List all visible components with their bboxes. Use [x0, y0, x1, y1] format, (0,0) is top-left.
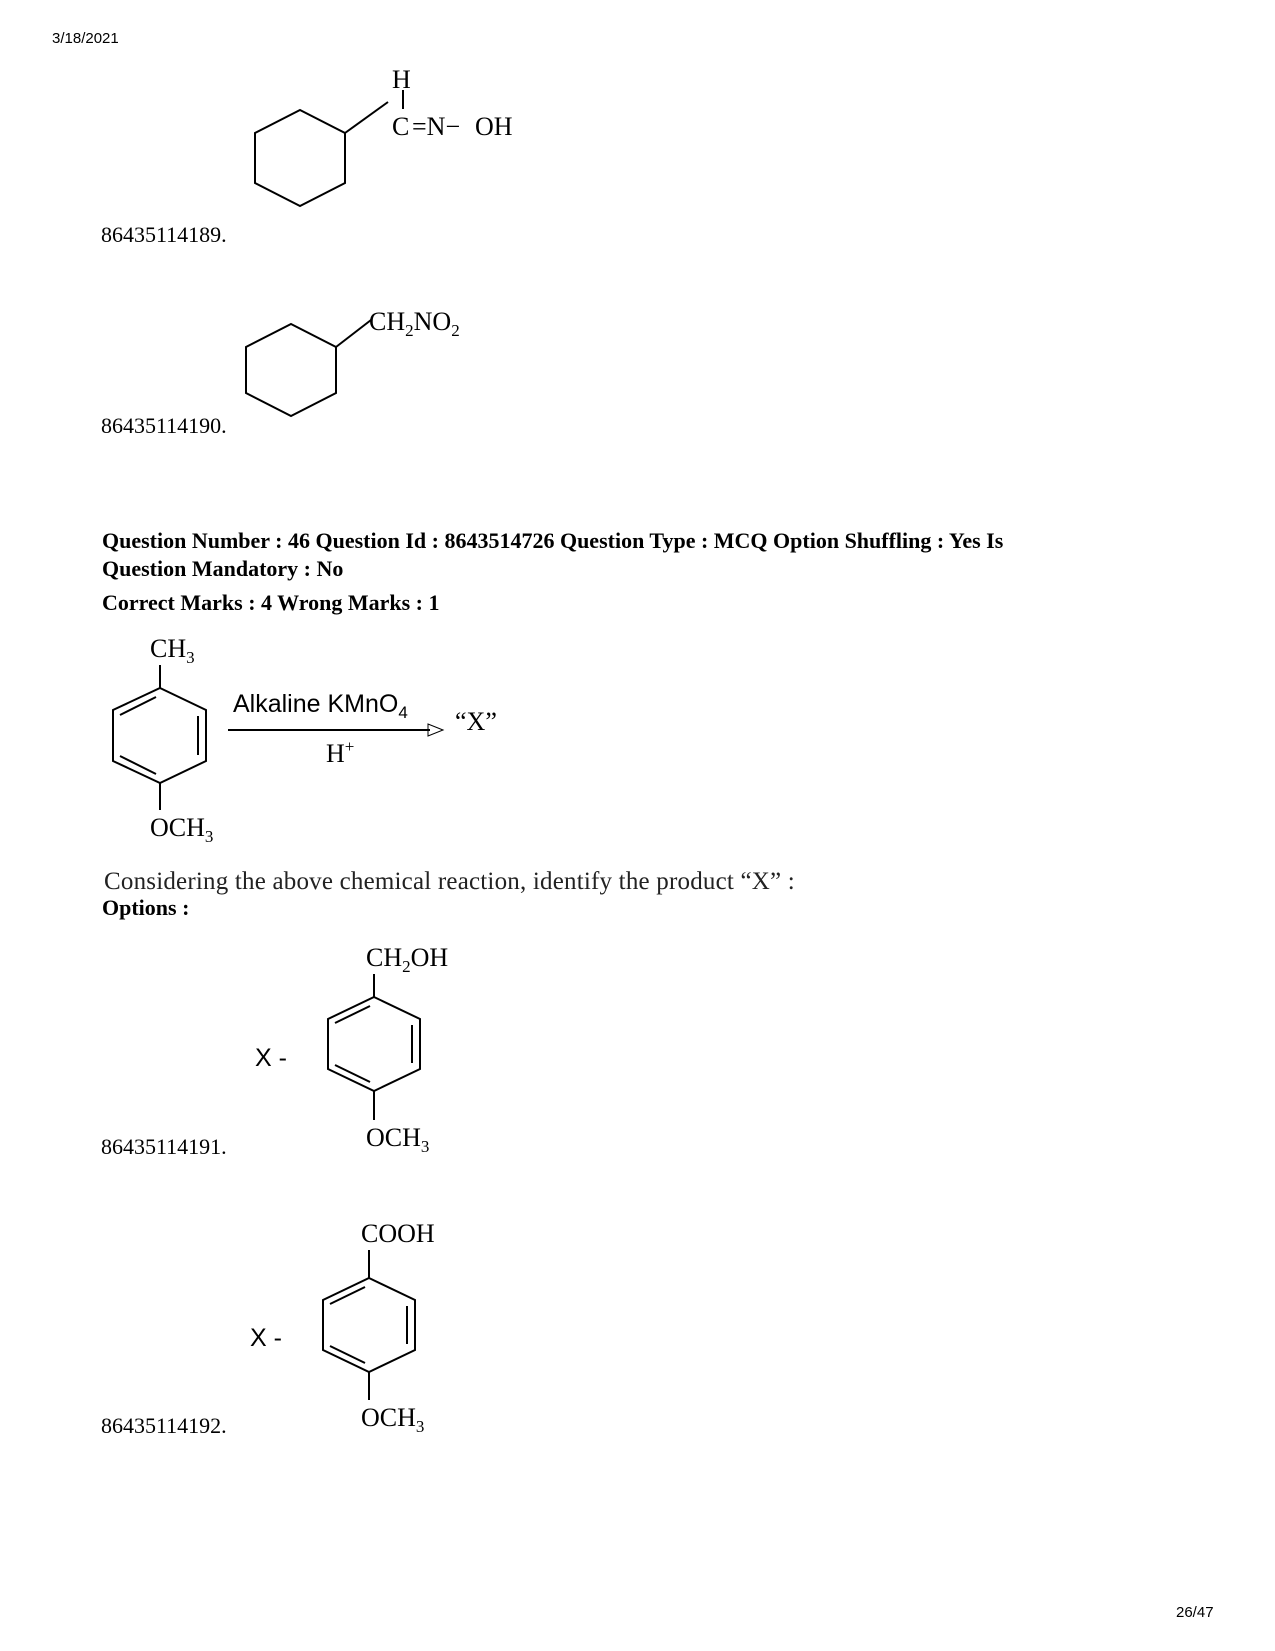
question-marks: Correct Marks : 4 Wrong Marks : 1 — [102, 590, 440, 615]
group-cooh: COOH — [361, 1219, 435, 1248]
atom-c: C — [392, 112, 410, 141]
question-stem: Considering the above chemical reaction, identify the product “X” : — [104, 868, 795, 895]
group-oh: OH — [475, 112, 513, 141]
structure-cyclohexyl-oxime — [255, 65, 555, 240]
reaction-scheme — [100, 630, 520, 850]
option-id: 86435114189. — [101, 222, 227, 247]
question-meta: Question Number : 46 Question Id : 8643514726 Question Type : MCQ Option Shuffling : Yes Is — [102, 528, 1004, 553]
question-mandatory: Question Mandatory : No — [102, 556, 344, 581]
option-structure-1 — [250, 930, 550, 1160]
option-prefix: X - — [255, 1044, 287, 1072]
group-ch: CH — [369, 307, 406, 336]
bond-n: =N− — [412, 112, 461, 141]
product-x: “X” — [455, 707, 497, 736]
print-date: 3/18/2021 — [52, 30, 119, 47]
option-id[interactable]: 86435114192. — [101, 1413, 227, 1438]
svg-text:OCH3: $OCH_3$ — [150, 813, 214, 846]
svg-text:H+: H+ — [326, 737, 355, 768]
atom-h: H — [392, 65, 411, 94]
option-id: 86435114190. — [101, 413, 227, 438]
svg-text:OCH3: $OCH_3$ — [366, 1123, 430, 1156]
option-id[interactable]: 86435114191. — [101, 1134, 227, 1159]
group-och3: OCH — [361, 1403, 416, 1432]
condition: H — [326, 739, 345, 768]
reagent: Alkaline KMnO — [233, 690, 399, 718]
group-ch2oh: CH — [366, 943, 403, 972]
options-label: Options : — [102, 895, 190, 920]
svg-text:OCH3: $OCH_3$ — [361, 1403, 425, 1436]
option-structure-2 — [245, 1210, 545, 1440]
option-prefix: X - — [250, 1324, 282, 1352]
structure-cyclohexyl-nitromethane — [245, 300, 505, 420]
svg-text:CH2OH: $CH_2OH$ — [366, 943, 449, 976]
group-och3: OCH — [366, 1123, 421, 1152]
page-number: 26/47 — [1176, 1604, 1214, 1621]
svg-text:CH3: $CH_3$ — [150, 634, 195, 667]
group-och3: OCH — [150, 813, 205, 842]
svg-text:CH2NO2: $CH_2NO_2$ — [369, 307, 460, 340]
group-ch3: CH — [150, 634, 187, 663]
svg-text:Alkaline KMnO4: Alkaline KMnO$_4$ — [233, 690, 408, 722]
